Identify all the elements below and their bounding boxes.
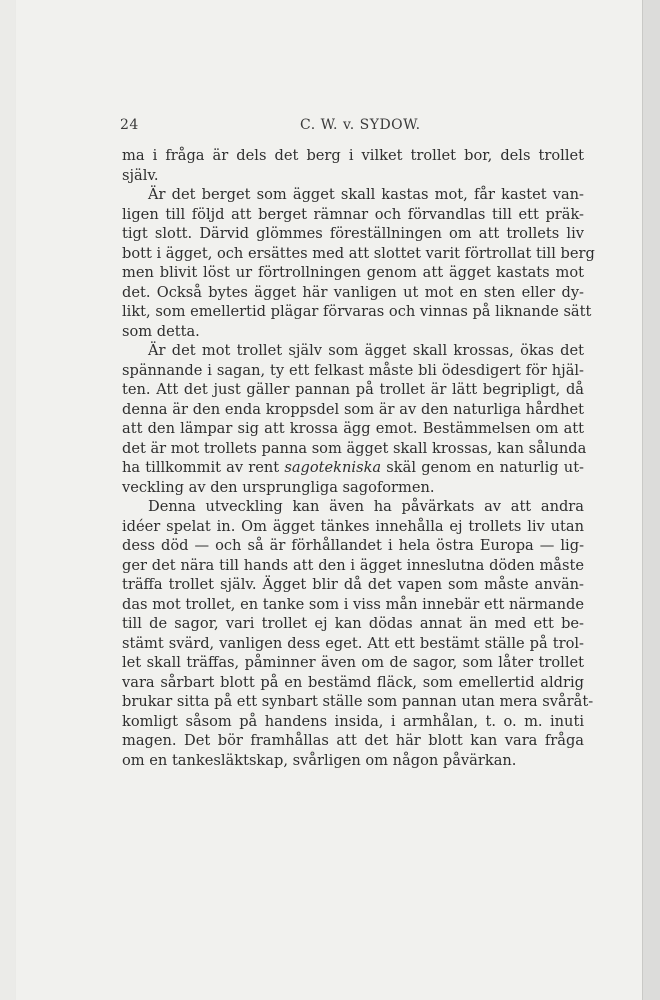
- text-line: [122, 458, 584, 478]
- paragraph-4: [122, 497, 594, 770]
- text-line: tigt slott. Därvid glömmes föreställningen om att trollets liv: [122, 225, 584, 242]
- text-line: det är mot trollets panna som ägget skall krossas, kan sålunda: [122, 439, 587, 457]
- text-line: let skall träffas, påminner även om de sagor, som låter trollet: [122, 654, 584, 671]
- text-fragment: skäl genom en naturlig ut-: [381, 459, 584, 476]
- text-line: likt, som emellertid plägar förvaras och vinnas på liknande sätt: [122, 303, 592, 320]
- text-line: som detta.: [122, 322, 200, 340]
- text-line: själv.: [122, 166, 159, 184]
- text-line: bott i ägget, och ersättes med att slottet varit förtrollat till berg: [122, 244, 595, 262]
- text-line: stämt svärd, vanligen dess eget. Att ett bestämt ställe på trol-: [122, 634, 584, 652]
- page-header: [120, 117, 580, 137]
- text-fragment: ha tillkommit av rent: [122, 459, 285, 476]
- text-line: ten. Att det just gäller pannan på trollet är lätt begripligt, då: [122, 381, 584, 398]
- text-line: vara sårbart blott på en bestämd fläck, som emellertid aldrig: [122, 673, 584, 691]
- text-line: att den lämpar sig att krossa ägg emot. Bestämmelsen om att: [122, 420, 584, 437]
- text-line: till de sagor, vari trollet ej kan dödas annat än med ett be-: [122, 615, 584, 632]
- text-line: brukar sitta på ett synbart ställe som pannan utan mera svåråt-: [122, 693, 594, 710]
- text-line: om en tankesläktskap, svårligen om någon påvärkan.: [122, 751, 517, 769]
- text-line: men blivit löst ur förtrollningen genom att ägget kastats mot: [122, 264, 584, 281]
- text-line: das mot trollet, en tanke som i viss mån innebär ett närmande: [122, 595, 584, 613]
- page-number: 24: [120, 117, 139, 133]
- text-line: veckling av den ursprungliga sagoformen.: [122, 478, 435, 496]
- text-line: ligen till följd att berget rämnar och förvandlas till ett präk-: [122, 205, 584, 223]
- body-text: [122, 146, 595, 770]
- text-line: komligt såsom på handens insida, i armhålan, t. o. m. inuti: [122, 712, 584, 730]
- text-line: Denna utveckling kan även ha påvärkats av att andra: [148, 498, 584, 515]
- text-line: magen. Det bör framhållas att det här blott kan vara fråga: [122, 732, 584, 749]
- text-line: idéer spelat in. Om ägget tänkes innehålla ej trollets liv utan: [122, 517, 584, 535]
- text-line: dess död — och så är förhållandet i hela östra Europa — lig-: [122, 537, 584, 554]
- text-line: det. Också bytes ägget här vanligen ut mot en sten eller dy-: [122, 283, 584, 301]
- page-edge: [642, 0, 660, 1000]
- running-head: C. W. v. SYDOW.: [300, 117, 421, 133]
- text-line: ma i fråga är dels det berg i vilket trollet bor, dels trollet: [122, 147, 584, 164]
- paragraph-2: [122, 185, 595, 341]
- emphasized-word: sagotekniska: [284, 459, 382, 476]
- paragraph-3: [122, 341, 587, 497]
- text-line: denna är den enda kroppsdel som är av den naturliga hårdhet: [122, 400, 584, 418]
- text-line: träffa trollet själv. Ägget blir då det vapen som måste använ-: [122, 576, 584, 593]
- text-line: Är det mot trollet själv som ägget skall krossas, ökas det: [148, 342, 584, 359]
- text-line: Är det berget som ägget skall kastas mot, får kastet van-: [148, 186, 584, 203]
- text-line: spännande i sagan, ty ett felkast måste bli ödesdigert för hjäl-: [122, 361, 584, 379]
- text-line: ger det nära till hands att den i ägget inneslutna döden måste: [122, 556, 584, 574]
- paragraph-1: [122, 146, 584, 185]
